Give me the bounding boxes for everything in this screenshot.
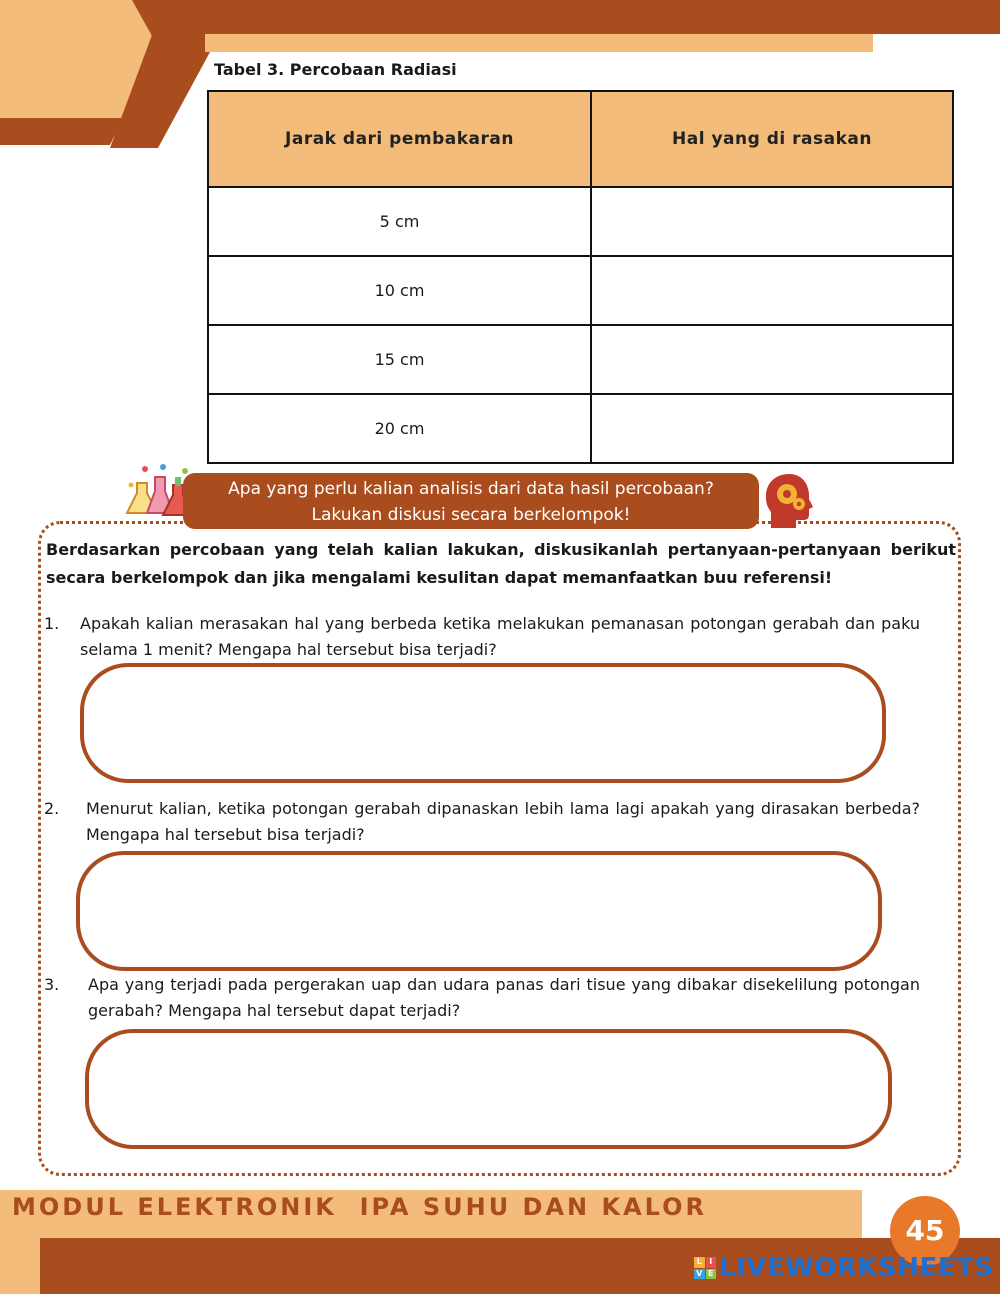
question-text: Apa yang terjadi pada pergerakan uap dan udara panas dari tisue yang dibakar disekelilung potongan gerabah? Mengapa hal tersebut dapat terjadi?: [88, 975, 920, 1020]
question-number: 2.: [44, 799, 60, 818]
distance-cell: 5 cm: [208, 187, 591, 256]
column-header-felt: Hal yang di rasakan: [591, 91, 953, 187]
table-caption: Tabel 3. Percobaan Radiasi: [214, 60, 457, 79]
answer-box-1[interactable]: [80, 663, 886, 783]
answer-box-2[interactable]: [76, 851, 882, 971]
analysis-banner: [183, 473, 759, 529]
felt-input-cell[interactable]: [591, 394, 953, 463]
felt-input-cell[interactable]: [591, 256, 953, 325]
discussion-instructions: Berdasarkan percobaan yang telah kalian lakukan, diskusikanlah pertanyaan-pertanyaan berikut secara berkelompok dan jika mengalami kesulitan dapat memanfaatkan buu referensi!: [46, 540, 956, 587]
table-row: [208, 256, 953, 325]
module-title: MODUL ELEKTRONIK IPA SUHU DAN KALOR: [12, 1193, 707, 1221]
question-text: Menurut kalian, ketika potongan gerabah dipanaskan lebih lama lagi apakah yang dirasakan berbeda? Mengapa hal tersebut bisa terjadi?: [86, 799, 920, 844]
footer-band-corner: [0, 1238, 40, 1294]
felt-input-cell[interactable]: [591, 325, 953, 394]
table-row: [208, 187, 953, 256]
question-number: 3.: [44, 975, 60, 994]
banner-line-2: Lakukan diskusi secara berkelompok!: [311, 505, 631, 525]
radiation-experiment-table: [207, 90, 954, 464]
felt-input-cell[interactable]: [591, 187, 953, 256]
answer-box-3[interactable]: [85, 1029, 892, 1149]
distance-cell: 20 cm: [208, 394, 591, 463]
liveworksheets-brand[interactable]: [694, 1253, 994, 1283]
question-number: 1.: [44, 614, 60, 633]
question-text: Apakah kalian merasakan hal yang berbeda ketika melakukan pemanasan potongan gerabah dan paku selama 1 menit? Mengapa hal tersebut bisa terjadi?: [80, 614, 920, 659]
banner-line-1: Apa yang perlu kalian analisis dari data hasil percobaan?: [228, 479, 714, 499]
table-row: [208, 325, 953, 394]
table-row: [208, 394, 953, 463]
brand-text: LIVEWORKSHEETS: [719, 1253, 994, 1283]
liveworksheets-logo-icon: L I V E: [694, 1257, 716, 1279]
thinking-head-gear-icon: [762, 472, 816, 532]
distance-cell: 10 cm: [208, 256, 591, 325]
page-number: 45: [890, 1196, 960, 1266]
distance-cell: 15 cm: [208, 325, 591, 394]
column-header-distance: Jarak dari pembakaran: [208, 91, 591, 187]
